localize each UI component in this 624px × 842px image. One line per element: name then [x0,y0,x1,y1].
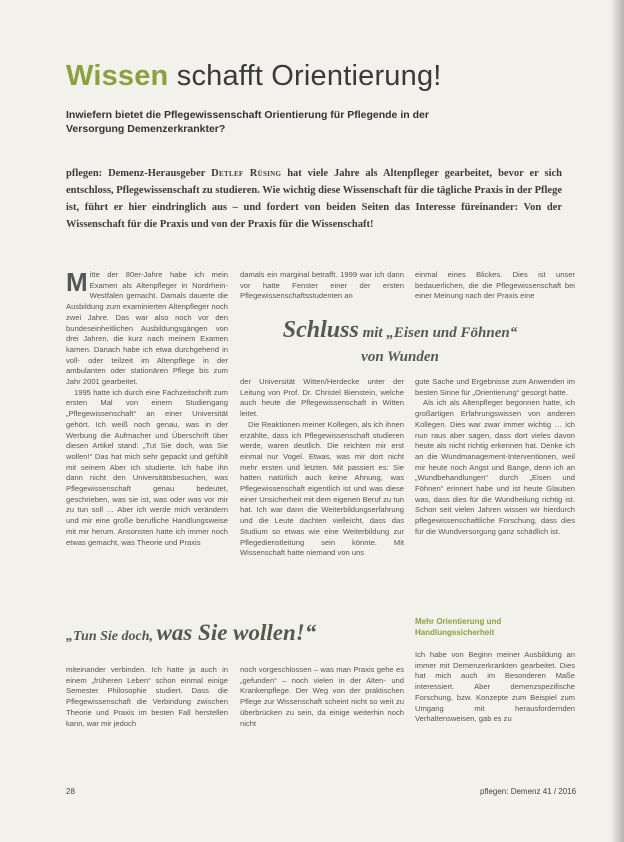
column-3-bottom [415,650,575,725]
journal-footer: pflegen: Demenz 41 / 2016 [480,787,577,796]
paragraph: Die Reaktionen meiner Kollegen, als ich ihnen erzählte, dass ich Pflegewissenschaft studieren werde, waren deutlich. Die reichten mir erst einmal nur Vogel. Etwas, was mir dort nicht mehr ersten und letzten. Mit passiert es: Sie hatten natürlich auch keine Ahnung, was Pflegewissenschaft eigentlich ist und was diese einer Unsicherheit mit dem eigenen Beruf zu tun hat. Ich war dann die Weiterbildungserfahrung und die Leute dachten vielleicht, dass das Studium so etwas wie eine Weiterbildung zur Pflegedienstleitung sein könnte. Mit Wissenschaft hatte niemand von uns [240,419,404,558]
pull-quote-was-sie-wollen [66,620,406,646]
page-number: 28 [66,787,75,796]
column-2-bottom [240,665,404,729]
pull-quote-emphasis: Schluss [282,317,359,343]
column-2-mid [240,377,404,559]
author-name: Detlef Rüsing [211,168,282,179]
pull-quote-eisen-foehnen [240,318,560,369]
pull-quote-text: mit „Eisen und Föhnen“ [358,325,518,341]
lead-intro: pflegen: Demenz-Herausgeber [66,168,206,179]
article-title [66,60,442,93]
column-1-bottom [66,665,228,729]
article-lead [66,165,562,233]
column-1-top [66,267,228,548]
title-rest: schafft Orientierung! [168,60,442,92]
title-accent: Wissen [66,60,169,92]
article-subtitle: Inwiefern bietet die Pflegewissenschaft Orientierung für Pflegende in der Versorgung Demenzerkrankter? [66,109,429,135]
column-3-top [415,270,575,302]
paragraph: gute Sache und Ergebnisse zum Anwenden im besten Sinne für „Orientierung“ gesorgt hatte. [415,377,575,397]
pull-quote-text-line2: von Wunden [361,349,439,365]
paragraph: miteinander verbinden. Ich hatte ja auch in einem „früheren Leben“ schon einmal einige Semester Philosophie studiert. Dass die Pflegewissenschaft die Verbindung zwischen Theorie und Praxis im besten Fall herstellen kann, war mir jedoch [66,665,228,728]
paragraph: Ich habe von Beginn meiner Ausbildung an immer mit Demenzerkrankten gearbeitet. Dies hat mich auch im Besonderen Maße interessiert. Aber demenzspezifische Forschung, bzw. Konzepte zum Beispiel zum Umgang mit herausfordernden Verhaltensweisen, gab es zu [415,650,575,724]
pull-quote-text: „Tun Sie doch, [66,629,157,644]
pull-quote-emphasis: was Sie wollen!“ [156,620,317,645]
paragraph: Als ich als Altenpfleger begonnen hatte, ich großartigen Erfahrungswissen von anderen Kollegen. Dies war zwar immer wichtig … ich nun raus aber sagen, dass dort vieles davon heute als nicht richtig erkennen hat. Denke ich an die Wundmanagement-Interventionen, weil mir heute noch Angst und Bange, denn ich an „Wundbehandlungen“ durch „Eisen und Föhnen“ erinnert habe und ist heute Glauben was, dass dies für die Wundheilung richtig ist. Schon seit vielen Jahren wissen wir hierdurch pflegewissenschaftliche Forschung, dass dies für die Wundversorgung ganz schädlich ist. [415,398,575,536]
paragraph: damals ein marginal betrafft. 1999 war ich dann vor hatte Fenster einer der ersten Pflegewissenschaftsstudenten an [240,270,404,301]
column-2-top [240,270,404,302]
paragraph: noch vorgeschlossen – was man Praxis gehe es „gefunden“ – noch vielen in der Alten- und Krankenpflege. Der Weg von der praktischen Pflege zur Wissenschaft scheint nicht so weit zu überbrücken zu sein, da einige weiterhin noch nicht [240,665,404,728]
lead-text: hat viele Jahre als Altenpfleger gearbeitet, bevor er sich entschloss, Pflegewissenschaft zu studieren. Wie wichtig diese Wissenschaft für die tägliche Praxis in der Pflege ist, führt er hier eindringlich aus – und fordert von beiden Seiten das Interesse füreinander: Von der Wissenschaft für die Praxis und von der Praxis für die Wissenschaft! [66,168,562,230]
drop-cap: M [66,267,88,297]
paragraph: Mitte der 80er-Jahre habe ich mein Examen als Altenpfleger in Nordrhein-Westfalen gemacht. Damals dauerte die Ausbildung zum examinierten Altenpfleger noch zwei Jahre. Das war also noch vor den bundeseinheitlichen Ausbildungsgängen von drei Jahren, die kurz nach meinem Examen kamen. Danach habe ich etwa durchgehend in voll- oder teilzeit im Altenpflege in der ambulanten oder stationären Pflege bis zum Jahr 2001 gearbeitet. [66,267,228,387]
paragraph: 1995 hatte ich durch eine Fachzeitschrift zum ersten Mal von einem Studiengang „Pflegewissenschaft“ an einer Universität gehört. Ich weiß noch genau, was in der Werbung die Aufmacher und Überschrift über diesen Artikel stand: „Tut Sie doch, was Sie wollen!“ Das hat mich sehr gepackt und gefühlt mit seinem Aber ich studierte. Ich habe ihn dann nicht den Universitätsbesuchen, was Pflegewissenschaft genau bedeutet, geschrieben, was sie ist, was oder was vor mir zu tun soll … Aber ich werde mich verändern und mir eine große berufliche Handlungsweise mit mir herum. Ansonsten hatte ich immer noch etwas gemacht, was Theorie und Praxis [66,387,228,547]
section-subhead: Mehr Orientierung und Handlungssicherheit [415,617,502,637]
page-edge-shadow [610,0,624,842]
column-3-mid [415,377,575,538]
paragraph: einmal eines Blickes. Dies ist unser bedauerlichen, die die Pflegewissenschaft bei einer Meinung nach der Praxis eine [415,270,575,301]
paragraph: der Universität Witten/Herdecke unter der Leitung von Prof. Dr. Christel Bienstein, welche auch heute die Pflegewissenschaft in Witten leitet. [240,377,404,419]
